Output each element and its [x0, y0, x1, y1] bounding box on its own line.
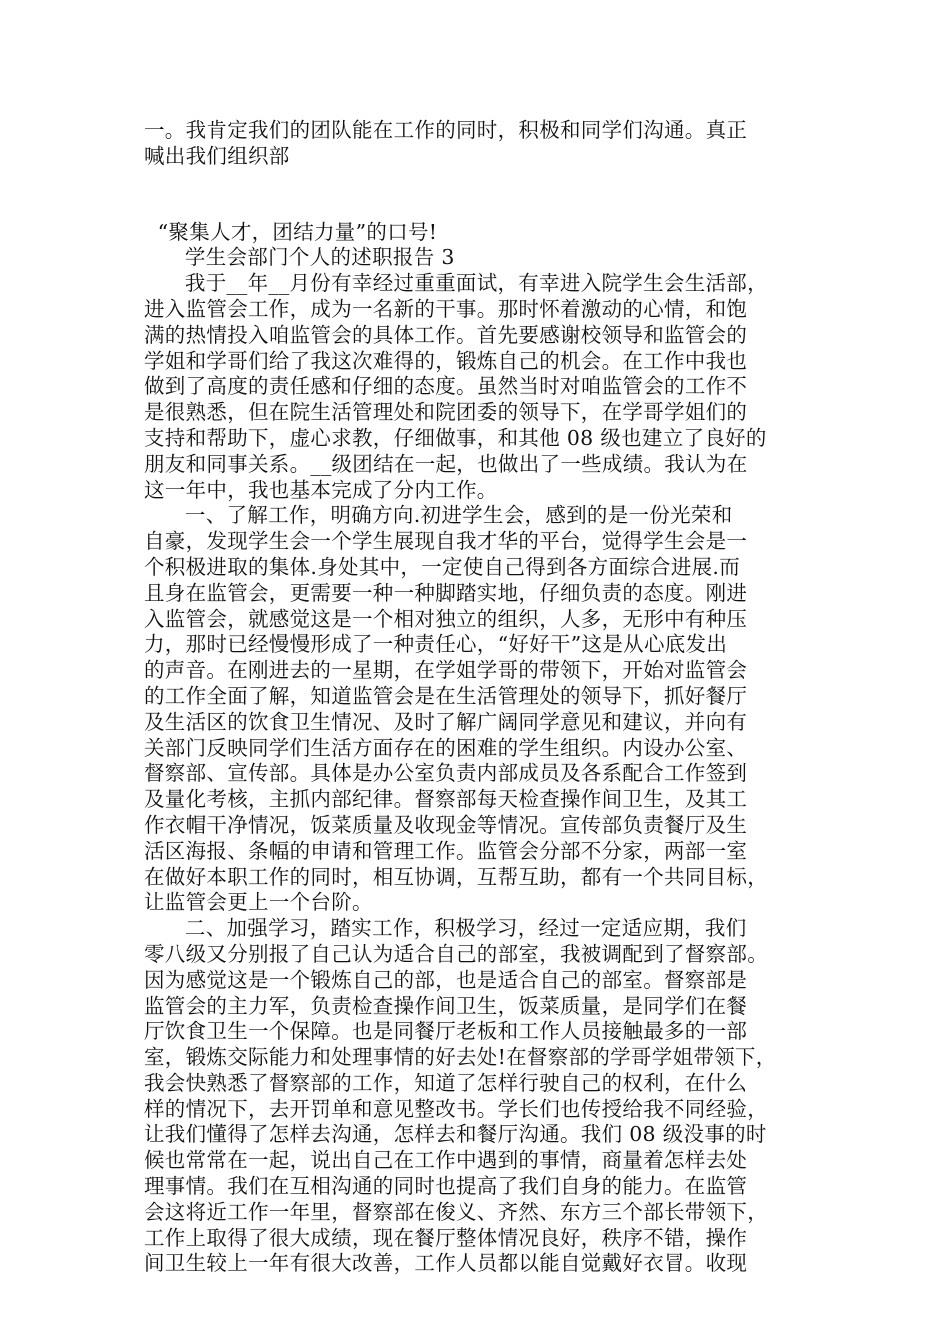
text-line: 入监管会，就感觉这是一个相对独立的组织，人多，无形中有种压 — [144, 606, 748, 631]
text-line: 关部门反映同学们生活方面存在的困难的学生组织。内设办公室、 — [144, 735, 748, 760]
text-line: 候也常常在一起，说出自己在工作中遇到的事情，商量着怎样去处 — [144, 1148, 748, 1173]
text-line: 监管会的主力军，负责检查操作间卫生，饭菜质量，是同学们在餐 — [144, 993, 748, 1018]
text-line: 一、了解工作，明确方向.初进学生会，感到的是一份光荣和 — [144, 503, 733, 528]
text-line — [144, 170, 830, 220]
text-line: 做到了高度的责任感和仔细的态度。虽然当时对咱监管会的工作不 — [144, 374, 748, 399]
text-line: 满的热情投入咱监管会的具体工作。首先要感谢校领导和监管会的 — [144, 322, 748, 347]
text-line: 支持和帮助下，虚心求教，仔细做事，和其他 08 级也建立了良好的 — [144, 425, 767, 450]
text-line: 我会快熟悉了督察部的工作，知道了怎样行驶自己的权利，在什么 — [144, 1070, 748, 1095]
text-line: 的声音。在刚进去的一星期，在学姐学哥的带领下，开始对监管会 — [144, 658, 748, 683]
text-line: 督察部、宣传部。具体是办公室负责内部成员及各系配合工作签到 — [144, 761, 748, 786]
text-line: 一。我肯定我们的团队能在工作的同时，积极和同学们沟通。真正 — [144, 118, 748, 142]
text-line: 及量化考核，主抓内部纪律。督察部每天检查操作间卫生，及其工 — [144, 787, 748, 812]
text-line: 及生活区的饮食卫生情况、及时了解广阔同学意见和建议，并向有 — [144, 709, 748, 734]
text-line: 的工作全面了解，知道监管会是在生活管理处的领导下，抓好餐厅 — [144, 683, 748, 708]
text-line: 间卫生较上一年有很大改善，工作人员都以能自觉戴好衣冒。收现 — [144, 1251, 748, 1276]
document-body — [144, 118, 830, 1277]
text-line: 我于__年__月份有幸经过重重面试，有幸进入院学生会生活部， — [144, 271, 768, 296]
text-line: 活区海报、条幅的申请和管理工作。监管会分部不分家，两部一室 — [144, 838, 748, 863]
text-line: 工作上取得了很大成绩，现在餐厅整体情况良好，秩序不错，操作 — [144, 1225, 748, 1250]
text-line: 因为感觉这是一个锻炼自己的部，也是适合自己的部室。督察部是 — [144, 967, 748, 992]
text-line: 会这将近工作一年里，督察部在俊义、齐然、东方三个部长带领下， — [144, 1199, 768, 1224]
text-line: 室，锻炼交际能力和处理事情的好去处!在督察部的学哥学姐带领下， — [144, 1045, 777, 1070]
text-line: 厅饮食卫生一个保障。也是同餐厅老板和工作人员接触最多的一部 — [144, 1019, 748, 1044]
text-line: 零八级又分别报了自己认为适合自己的部室，我被调配到了督察部。 — [144, 941, 768, 966]
text-line: “聚集人才，团结力量”的口号! — [144, 219, 438, 244]
text-line: 在做好本职工作的同时，相互协调，互帮互助，都有一个共同目标， — [144, 864, 768, 889]
text-line: 理事情。我们在互相沟通的同时也提高了我们自身的能力。在监管 — [144, 1174, 748, 1199]
text-line: 自豪，发现学生会一个学生展现自我才华的平台，觉得学生会是一 — [144, 529, 748, 554]
text-line: 让监管会更上一个台阶。 — [144, 890, 373, 915]
text-line: 个积极进取的集体.身处其中，一定使自己得到各方面综合进展.而 — [144, 554, 741, 579]
text-line: 且身在监管会，更需要一种一种脚踏实地，仔细负责的态度。刚进 — [144, 580, 748, 605]
text-line: 样的情况下，去开罚单和意见整改书。学长们也传授给我不同经验， — [144, 1096, 768, 1121]
text-line: 让我们懂得了怎样去沟通，怎样去和餐厅沟通。我们 08 级没事的时 — [144, 1122, 767, 1147]
text-line: 朋友和同事关系。__级团结在一起，也做出了一些成绩。我认为在 — [144, 451, 748, 476]
text-line: 作衣帽干净情况，饭菜质量及收现金等情况。宣传部负责餐厅及生 — [144, 812, 748, 837]
text-line: 学姐和学哥们给了我这次难得的，锻炼自己的机会。在工作中我也 — [144, 348, 748, 373]
text-line: 力，那时已经慢慢形成了一种责任心，“好好干”这是从心底发出 — [144, 632, 728, 657]
text-line: 进入监管会工作，成为一名新的干事。那时怀着激动的心情，和饱 — [144, 296, 748, 321]
text-line: 是很熟悉，但在院生活管理处和院团委的领导下，在学哥学姐们的 — [144, 400, 748, 425]
text-line: 喊出我们组织部 — [144, 143, 290, 168]
text-line: 学生会部门个人的述职报告 3 — [144, 245, 455, 270]
text-line: 这一年中，我也基本完成了分内工作。 — [144, 477, 498, 502]
text-line: 二、加强学习，踏实工作，积极学习，经过一定适应期，我们 — [144, 916, 747, 941]
